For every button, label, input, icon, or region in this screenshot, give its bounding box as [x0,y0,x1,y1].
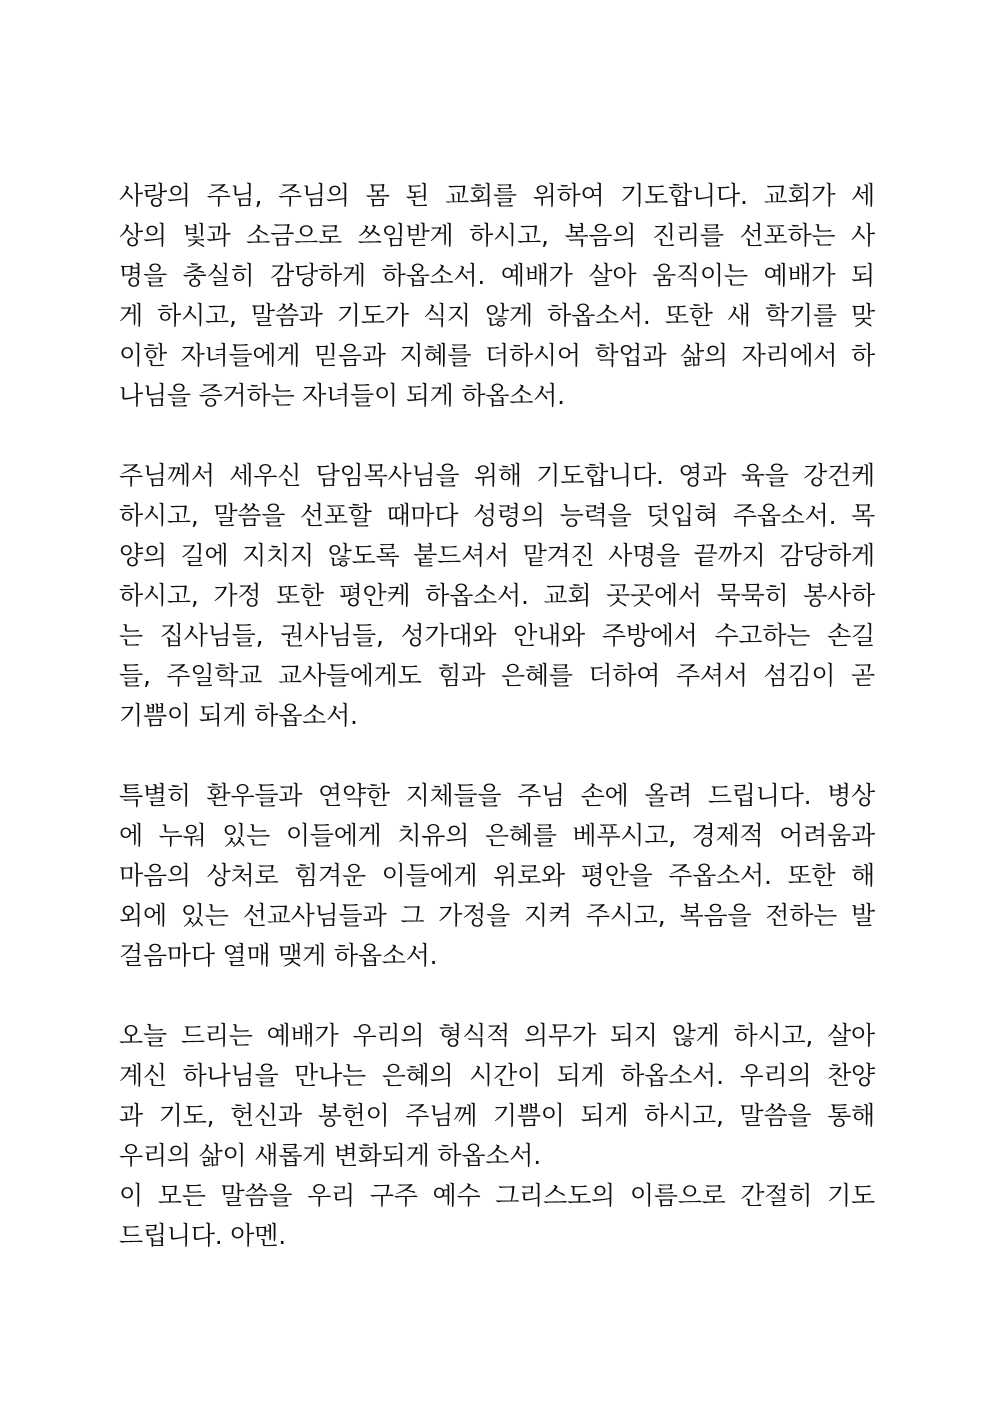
paragraph-worship [119,1016,875,1176]
text-line: 과 기도, 헌신과 봉헌이 주님께 기쁨이 되게 하시고, 말씀을 통해 [119,1101,875,1130]
text-line: 계신 하나님을 만나는 은혜의 시간이 되게 하옵소서. 우리의 찬양 [119,1061,875,1090]
text-line: 마음의 상처로 힘겨운 이들에게 위로와 평안을 주옵소서. 또한 해 [119,861,875,890]
text-line: 걸음마다 열매 맺게 하옵소서. [119,941,438,970]
text-line: 이한 자녀들에게 믿음과 지혜를 더하시어 학업과 삶의 자리에서 하 [119,341,875,370]
text-line: 기쁨이 되게 하옵소서. [119,701,358,730]
text-line: 명을 충실히 감당하게 하옵소서. 예배가 살아 움직이는 예배가 되 [119,261,875,290]
text-line: 나님을 증거하는 자녀들이 되게 하옵소서. [119,381,565,410]
text-line: 게 하시고, 말씀과 기도가 식지 않게 하옵소서. 또한 새 학기를 맞 [119,301,875,330]
paragraph-closing [119,1176,875,1256]
text-line: 드립니다. 아멘. [119,1221,286,1250]
text-line: 외에 있는 선교사님들과 그 가정을 지켜 주시고, 복음을 전하는 발 [119,901,875,930]
prayer-text [119,176,875,1256]
text-line: 오늘 드리는 예배가 우리의 형식적 의무가 되지 않게 하시고, 살아 [119,1021,875,1050]
paragraph-patients [119,776,875,976]
text-line: 상의 빛과 소금으로 쓰임받게 하시고, 복음의 진리를 선포하는 사 [119,221,875,250]
paragraph-church [119,176,875,416]
text-line: 이 모든 말씀을 우리 구주 예수 그리스도의 이름으로 간절히 기도 [119,1181,875,1210]
text-line: 에 누워 있는 이들에게 치유의 은혜를 베푸시고, 경제적 어려움과 [119,821,875,850]
text-line: 우리의 삶이 새롭게 변화되게 하옵소서. [119,1141,541,1170]
text-line: 양의 길에 지치지 않도록 붙드셔서 맡겨진 사명을 끝까지 감당하게 [119,541,875,570]
text-line: 사랑의 주님, 주님의 몸 된 교회를 위하여 기도합니다. 교회가 세 [119,181,875,210]
paragraph-pastor [119,456,875,736]
text-line: 하시고, 가정 또한 평안케 하옵소서. 교회 곳곳에서 묵묵히 봉사하 [119,581,875,610]
text-line: 주님께서 세우신 담임목사님을 위해 기도합니다. 영과 육을 강건케 [119,461,875,490]
text-line: 들, 주일학교 교사들에게도 힘과 은혜를 더하여 주셔서 섬김이 곧 [119,661,875,690]
text-line: 특별히 환우들과 연약한 지체들을 주님 손에 올려 드립니다. 병상 [119,781,875,810]
text-line: 는 집사님들, 권사님들, 성가대와 안내와 주방에서 수고하는 손길 [119,621,875,650]
text-line: 하시고, 말씀을 선포할 때마다 성령의 능력을 덧입혀 주옵소서. 목 [119,501,875,530]
